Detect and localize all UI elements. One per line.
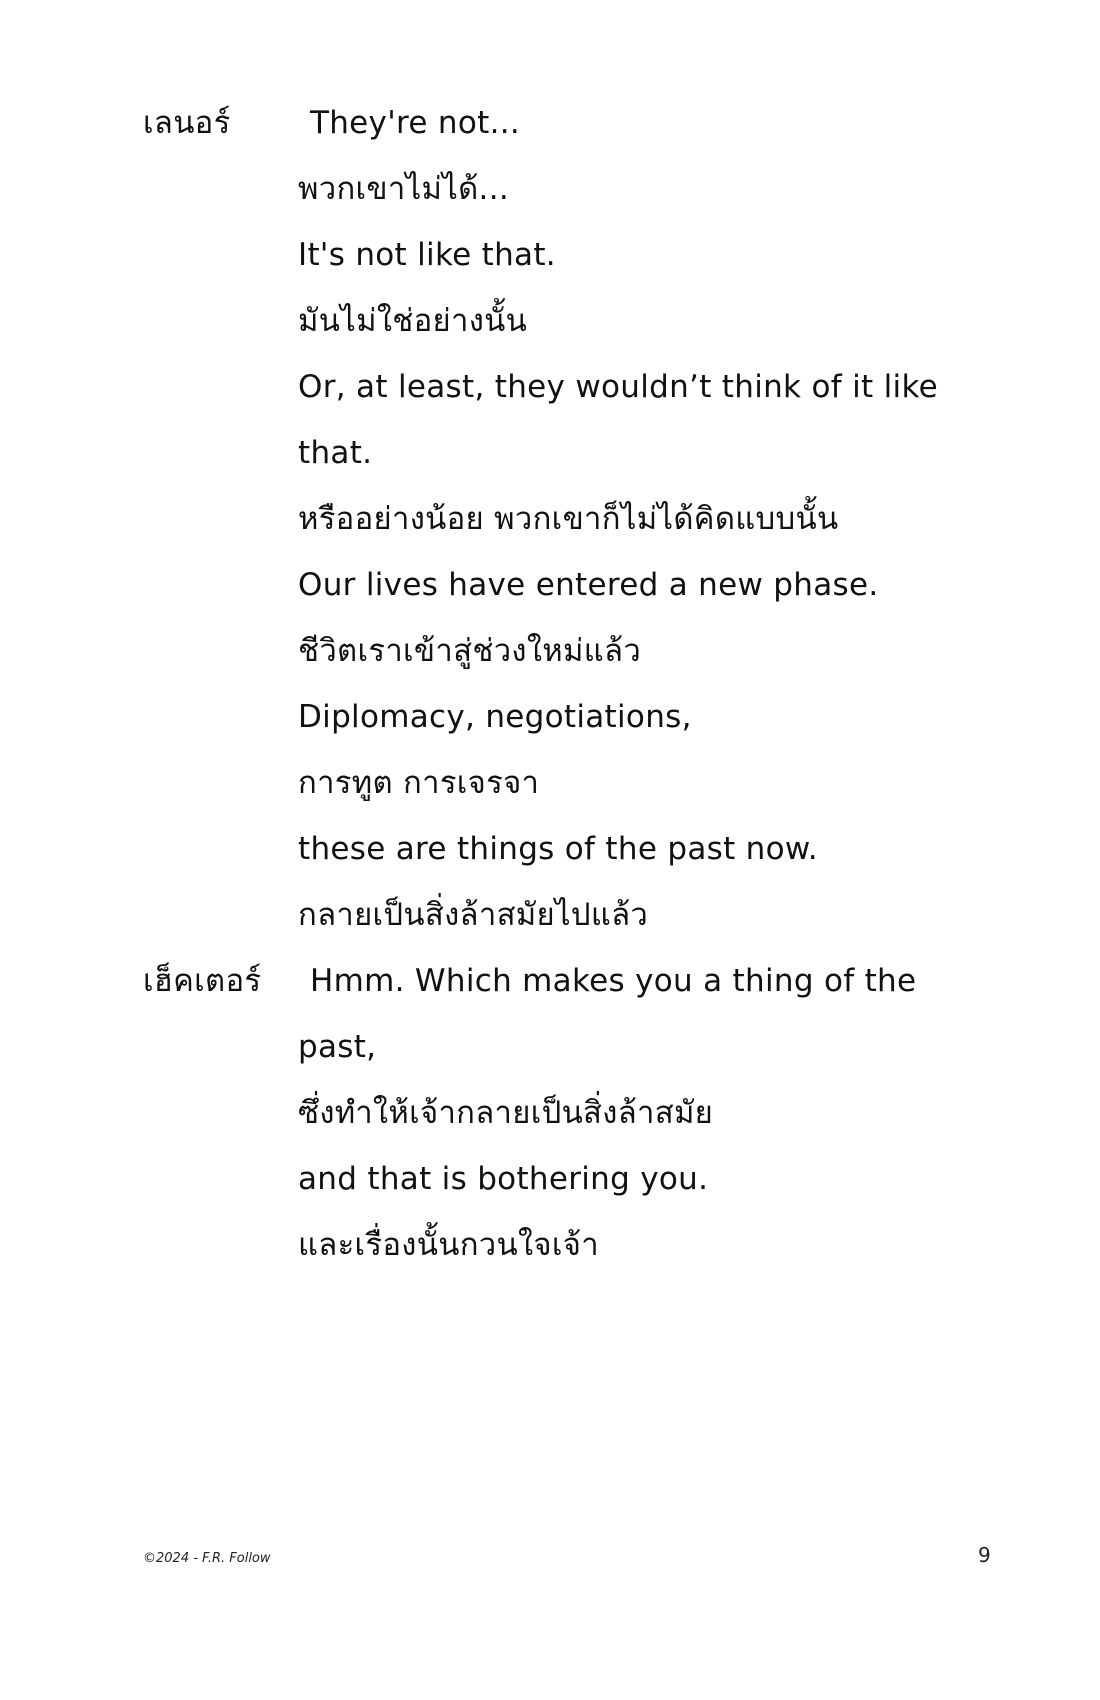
dialogue-line: past, [298, 1029, 377, 1065]
dialogue-line: It's not like that. [298, 237, 556, 273]
dialogue-line: Hmm. Which makes you a thing of the [310, 963, 917, 999]
dialogue-line: พวกเขาไม่ได้... [298, 171, 510, 207]
dialogue-line: มันไม่ใช่อย่างนั้น [298, 303, 528, 339]
dialogue-line: การทูต การเจรจา [298, 765, 540, 801]
dialogue-line: กลายเป็นสิ่งล้าสมัยไปแล้ว [298, 897, 649, 933]
dialogue-line: Or, at least, they wouldn’t think of it like [298, 369, 938, 405]
speaker-name: เฮ็คเตอร์ [143, 963, 262, 999]
dialogue-line: They're not... [310, 105, 521, 141]
page-number: 9 [978, 1543, 991, 1567]
speaker-name: เลนอร์ [143, 105, 231, 141]
dialogue-line: and that is bothering you. [298, 1161, 709, 1197]
dialogue-line: that. [298, 435, 373, 471]
dialogue-line: และเรื่องนั้นกวนใจเจ้า [298, 1227, 599, 1263]
dialogue-line: ชีวิตเราเข้าสู่ช่วงใหม่แล้ว [298, 633, 642, 669]
dialogue-line: these are things of the past now. [298, 831, 818, 867]
dialogue-line: ซึ่งทำให้เจ้ากลายเป็นสิ่งล้าสมัย [298, 1095, 714, 1131]
copyright-footer: ©2024 - F.R. Follow [143, 1551, 271, 1566]
dialogue-line: Diplomacy, negotiations, [298, 699, 692, 735]
dialogue-line: หรืออย่างน้อย พวกเขาก็ไม่ได้คิดแบบนั้น [298, 501, 839, 537]
dialogue-line: Our lives have entered a new phase. [298, 567, 879, 603]
